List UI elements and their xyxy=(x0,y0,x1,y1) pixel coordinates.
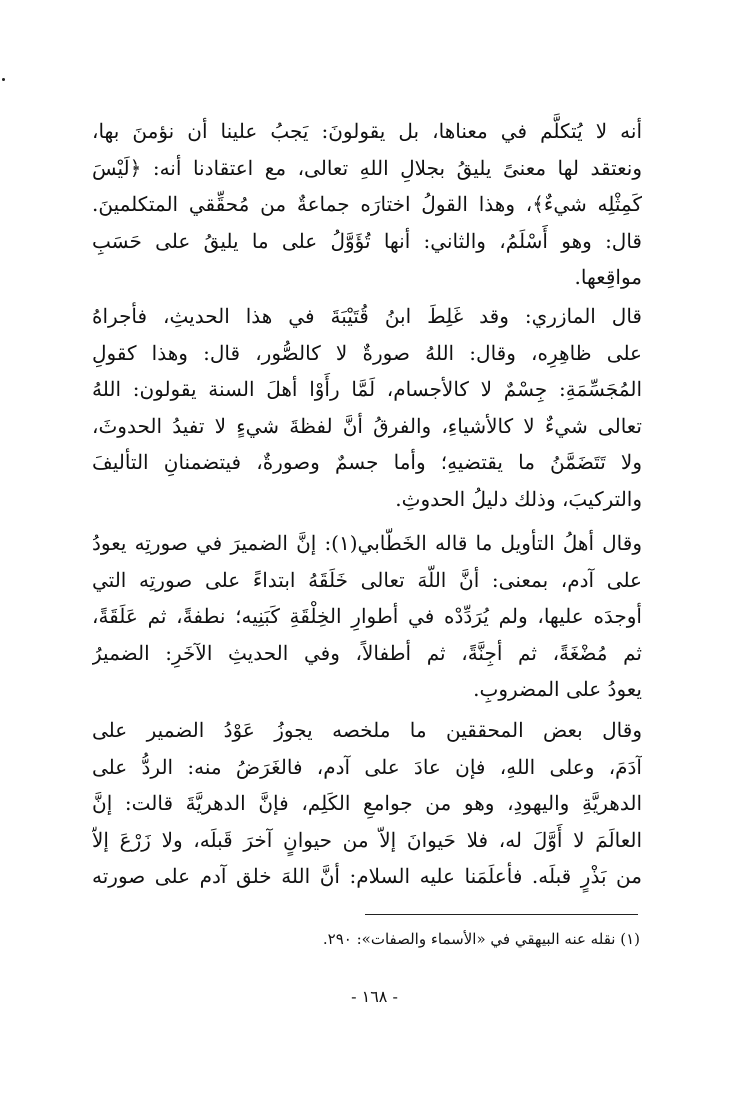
text-line: وقال أهلُ التأويل ما قاله الخَطّابي(١): إنَّ الضميرَ في صورتِه يعودُ xyxy=(92,531,642,555)
text-line: تعالى شيءٌ لا كالأشياءِ، والفرقُ أنَّ لفظةَ شيءٍ لا تفيدُ الحدوثَ، xyxy=(92,413,642,438)
text-line: الدهريَّةِ واليهودِ، وهو من جوامعِ الكَلِم، فإنَّ الدهريَّةَ قالت: إنَّ xyxy=(92,791,642,816)
text-line: العالَمَ لا أَوَّلَ له، فلا حَيوانَ إلاّ من حيوانٍ آخرَ قَبلَه، ولا زَرْعَ إلاّ xyxy=(92,827,642,852)
footnote: (١) نقله عنه البيهقي في «الأسماء والصفات»: ٢٩٠. xyxy=(322,930,640,948)
text-line: أنه لا يُتكلَّم في معناها، بل يقولونَ: يَجبُ علينا أن نؤمنَ بها، xyxy=(92,119,642,143)
paragraph-2 xyxy=(92,298,642,518)
text-line: ونعتقد لها معنىً يليقُ بجلالِ اللهِ تعالى، مع اعتقادنا أنه: ﴿لَيْسَ xyxy=(92,155,642,180)
page-number: - ١٦٨ - xyxy=(351,987,398,1006)
paragraph-1 xyxy=(92,113,642,296)
text-line: والتركيبَ، وذلك دليلُ الحدوثِ. xyxy=(395,486,642,511)
paragraph-3 xyxy=(92,525,642,708)
text-line: أوجدَه عليها، ولم يُرَدِّدْه في أطوارِ الخِلْقَةِ كَبَنِيه؛ نطفةً، ثم عَلَقَةً، xyxy=(92,604,642,629)
text-line: وقال بعض المحققين ما ملخصه يجوزُ عَوْدُ الضمير على xyxy=(92,718,642,742)
text-line: ثم مُضْغَةً، ثم أجِنَّةً، ثم أطفالاً، وفي الحديثِ الآخَرِ: الضميرُ xyxy=(92,640,642,665)
text-line: من بَذْرٍ قبلَه. فأعلَمَنا عليه السلام: أنَّ اللهَ خلق آدم على صورته xyxy=(92,864,642,889)
text-line: آدَمَ، وعلى اللهِ، فإن عادَ على آدم، فالغَرَضُ منه: الردُّ على xyxy=(92,754,642,779)
text-line: المُجَسِّمَةِ: جِسْمٌ لا كالأجسام، لَمَّا رأَوْا أهلَ السنة يقولون: اللهُ xyxy=(92,377,642,402)
text-line: قال المازري: وقد غَلِطَ ابنُ قُتَيْبَةَ في هذا الحديثِ، فأجراهُ xyxy=(92,304,642,328)
text-line: كَمِثْلِه شيءٌ﴾، وهذا القولُ اختارَه جماعةٌ من مُحقِّقي المتكلمينَ. xyxy=(92,192,642,217)
text-line: مواقِعها. xyxy=(574,265,642,290)
text-line: ولا تَتَضَمَّنُ ما يقتضيهِ؛ وأما جسمٌ وصورةٌ، فيتضمنانِ التأليفَ xyxy=(92,450,642,475)
text-line: على آدم، بمعنى: أنَّ اللّهَ تعالى خَلَقَهُ ابتداءً على صورتِه التي xyxy=(92,567,642,592)
text-line: قال: وهو أَسْلَمُ، والثاني: أنها تُؤَوَّلُ على ما يليقُ على حَسَبِ xyxy=(92,228,642,253)
text-line: يعودُ على المضروبِ. xyxy=(473,677,642,702)
scan-speck xyxy=(2,78,5,81)
text-line: على ظاهِرِه، وقال: اللهُ صورةٌ لا كالصُّور، قال: وهذا كقولِ xyxy=(92,340,642,365)
paragraph-4 xyxy=(92,712,642,895)
footnote-separator xyxy=(365,914,638,915)
